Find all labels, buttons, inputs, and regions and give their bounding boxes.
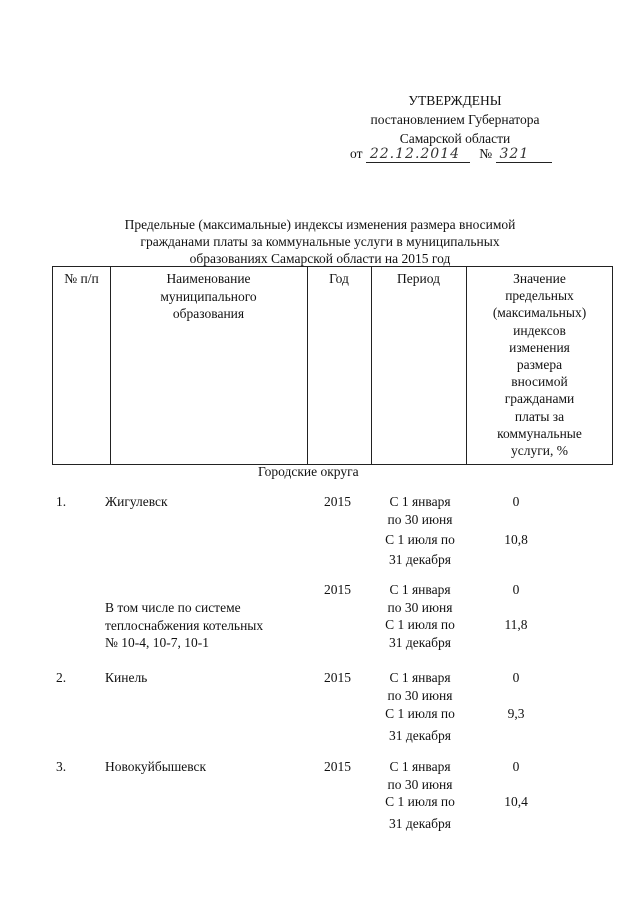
- period-line: 31 декабря: [389, 634, 451, 650]
- header-num: № п/п: [64, 271, 99, 286]
- header-value-line: размера: [516, 357, 563, 373]
- header-name-line: Наименование: [166, 271, 251, 286]
- period-line: С 1 июля по: [385, 706, 455, 721]
- row-1a-value-2: 11,8: [504, 617, 528, 632]
- row-3-value-2: 10,4: [504, 794, 528, 809]
- row-2-period-2: [370, 705, 470, 744]
- title-line-1: Предельные (максимальные) индексы изменения размера вносимой: [124, 217, 516, 232]
- row-2-value-2: 9,3: [507, 706, 525, 721]
- row-3-num: 3.: [56, 759, 67, 774]
- name-line: № 10-4, 10-7, 10-1: [105, 635, 209, 650]
- header-value-line: Значение: [513, 271, 566, 286]
- section-title: Городские округа: [258, 464, 359, 479]
- approval-date-line: [350, 146, 552, 163]
- column-divider: [307, 267, 308, 464]
- period-line: С 1 июля по: [385, 794, 455, 809]
- header-value-line: вносимой: [511, 374, 568, 390]
- row-3-name: Новокуйбышевск: [105, 759, 207, 774]
- row-1a-value-1: 0: [512, 582, 520, 597]
- document-title: [80, 216, 560, 267]
- row-1-value-1: 0: [512, 494, 520, 509]
- row-2-period-1: [370, 669, 470, 704]
- row-1a-period-2: [370, 616, 470, 651]
- row-2-num: 2.: [56, 670, 67, 685]
- row-3-period-1: [370, 758, 470, 793]
- date-handwritten: 22.12.2014: [366, 146, 470, 163]
- row-1-period-1: [370, 493, 470, 528]
- header-name-line: муниципального: [160, 288, 257, 304]
- header-value-line: гражданами: [504, 391, 575, 407]
- header-year: Год: [329, 271, 349, 286]
- name-line: теплоснабжения котельных: [105, 617, 264, 633]
- row-1a-year: 2015: [324, 582, 351, 597]
- row-1a-name: [105, 599, 263, 652]
- approval-block: [360, 92, 550, 149]
- header-value-line: изменения: [509, 339, 570, 355]
- period-line: С 1 января: [389, 670, 451, 685]
- period-line: С 1 июля по: [385, 617, 455, 632]
- period-line: по 30 июня: [387, 776, 453, 792]
- row-2-value-1: 0: [512, 670, 520, 685]
- period-line: 31 декабря: [389, 815, 451, 831]
- number-handwritten: 321: [496, 146, 552, 163]
- header-table: [52, 266, 613, 465]
- header-name: [110, 270, 307, 323]
- row-2-name: Кинель: [105, 670, 148, 685]
- period-line: по 30 июня: [387, 599, 453, 615]
- row-1-period-2: [370, 531, 470, 568]
- header-value-line: предельных: [505, 288, 574, 304]
- header-value-line: платы за: [514, 408, 565, 424]
- header-period: Период: [397, 271, 440, 286]
- approval-line-2: Самарской области: [399, 131, 511, 146]
- title-line-2: гражданами платы за коммунальные услуги в муниципальных: [140, 234, 500, 249]
- row-2-year: 2015: [324, 670, 351, 685]
- header-value-line: услуги, %: [511, 443, 568, 459]
- period-line: С 1 января: [389, 494, 451, 509]
- header-value-line: индексов: [513, 322, 566, 338]
- period-line: С 1 января: [389, 759, 451, 774]
- row-3-value-1: 0: [512, 759, 520, 774]
- number-prefix: №: [479, 146, 493, 161]
- approval-title: УТВЕРЖДЕНЫ: [408, 93, 502, 108]
- period-line: по 30 июня: [387, 511, 453, 527]
- row-3-year: 2015: [324, 759, 351, 774]
- row-3-period-2: [370, 793, 470, 832]
- date-prefix: от: [350, 146, 363, 161]
- period-line: С 1 января: [389, 582, 451, 597]
- period-line: С 1 июля по: [385, 532, 455, 547]
- name-line: В том числе по системе: [105, 600, 241, 615]
- header-value-line: коммунальные: [497, 425, 582, 441]
- period-line: 31 декабря: [389, 551, 451, 567]
- period-line: 31 декабря: [389, 727, 451, 743]
- period-line: по 30 июня: [387, 687, 453, 703]
- row-1-value-2: 10,8: [504, 532, 528, 547]
- row-1-num: 1.: [56, 494, 67, 509]
- title-line-3: образованиях Самарской области на 2015 год: [189, 251, 451, 266]
- header-name-line: образования: [172, 306, 245, 321]
- column-divider: [371, 267, 372, 464]
- header-value-line: (максимальных): [492, 305, 587, 321]
- row-1-year: 2015: [324, 494, 351, 509]
- header-value: [466, 270, 613, 459]
- row-1a-period-1: [370, 581, 470, 616]
- approval-line-1: постановлением Губернатора: [370, 112, 540, 127]
- row-1-name: Жигулевск: [105, 494, 168, 509]
